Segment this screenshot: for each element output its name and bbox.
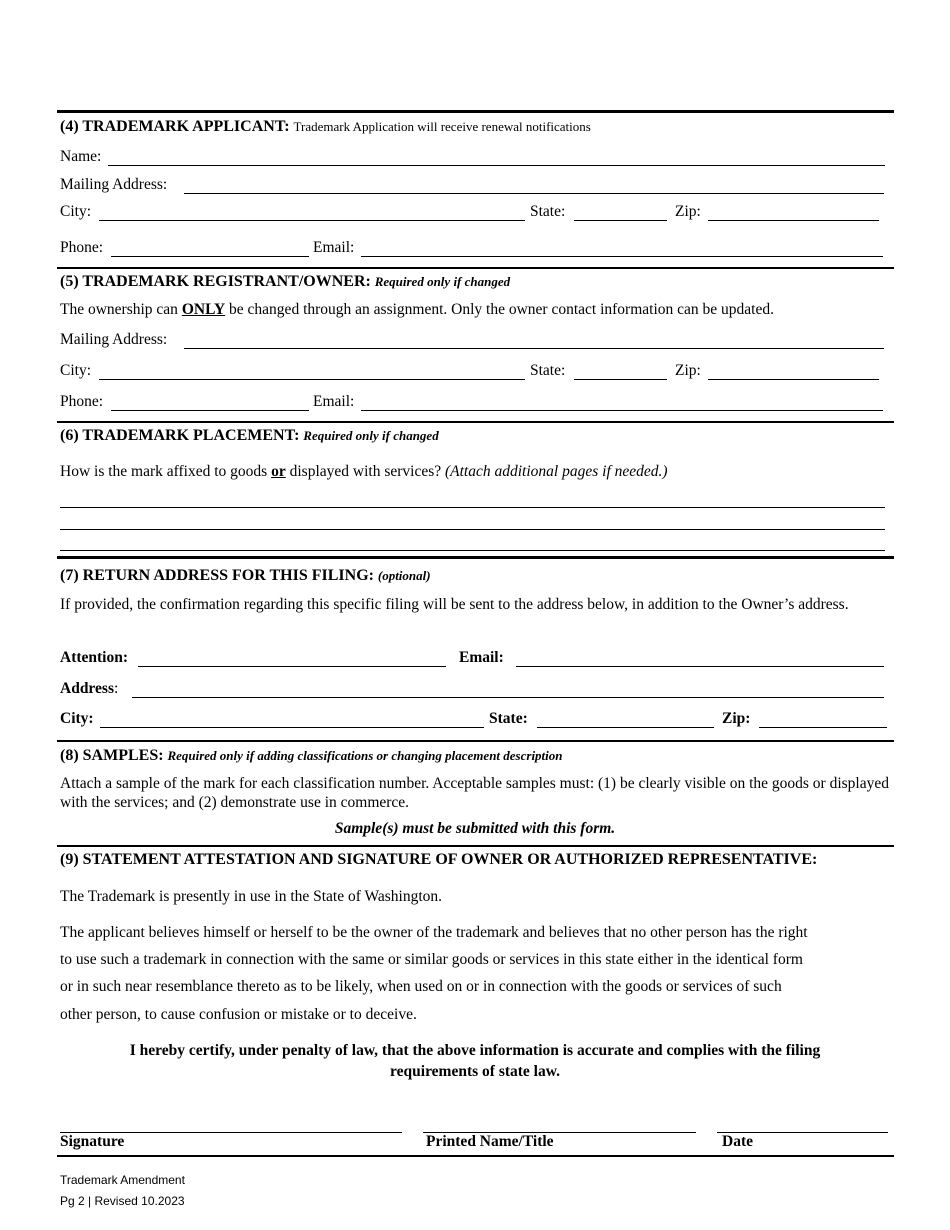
- section8-note: Required only if adding classifications or changing placement description: [167, 748, 563, 763]
- placement-answer-line-2[interactable]: [60, 529, 885, 530]
- owner-zip-label: Zip:: [675, 362, 701, 379]
- owner-zip-input[interactable]: [708, 362, 879, 380]
- owner-mailing-label: Mailing Address:: [60, 331, 168, 348]
- applicant-zip-label: Zip:: [675, 203, 701, 220]
- return-zip-label: Zip:: [722, 710, 751, 727]
- section6-header: [60, 427, 439, 445]
- applicant-state-label: State:: [530, 203, 566, 220]
- section5-ownership-text: [60, 301, 774, 319]
- certification-line-2: requirements of state law.: [390, 1063, 560, 1080]
- return-address-input[interactable]: [132, 680, 884, 698]
- placement-question: [60, 463, 668, 481]
- owner-email-input[interactable]: [361, 393, 883, 411]
- printed-name-label: Printed Name/Title: [426, 1133, 554, 1150]
- section-divider: [57, 740, 894, 742]
- section-divider: [57, 845, 894, 847]
- placement-question-end: displayed with services?: [289, 463, 442, 480]
- section4-header: [60, 118, 591, 136]
- section5-note: Required only if changed: [374, 274, 511, 289]
- section7-header: [60, 567, 431, 585]
- return-state-input[interactable]: [537, 710, 714, 728]
- date-input[interactable]: [717, 1115, 888, 1133]
- owner-city-label: City:: [60, 362, 92, 379]
- return-address-label-colon: :: [113, 680, 119, 697]
- return-address-label-text: Address: [60, 680, 114, 697]
- section7-description: If provided, the confirmation regarding this specific filing will be sent to the address below, in addition to the Owner’s address.: [60, 596, 849, 613]
- applicant-name-label: Name:: [60, 148, 102, 165]
- return-city-input[interactable]: [100, 710, 484, 728]
- applicant-email-label: Email:: [313, 239, 355, 256]
- section8-title: (8) SAMPLES:: [60, 747, 164, 764]
- owner-state-label: State:: [530, 362, 566, 379]
- return-zip-input[interactable]: [759, 710, 887, 728]
- printed-name-input[interactable]: [423, 1115, 696, 1133]
- section-divider: [57, 267, 894, 269]
- statement-ownership-line-4: other person, to cause confusion or mistake or to deceive.: [60, 1006, 417, 1023]
- section6-note: Required only if changed: [303, 428, 439, 443]
- footer-page-info: Pg 2 | Revised 10.2023: [60, 1194, 185, 1208]
- applicant-mailing-label: Mailing Address:: [60, 176, 168, 193]
- section4-title: (4) TRADEMARK APPLICANT:: [60, 118, 290, 135]
- date-label: Date: [722, 1133, 753, 1150]
- footer-divider: [57, 1155, 894, 1157]
- section4-note: Trademark Application will receive renewal notifications: [293, 119, 591, 134]
- owner-phone-label: Phone:: [60, 393, 104, 410]
- return-state-label: State:: [489, 710, 528, 727]
- applicant-email-input[interactable]: [361, 239, 883, 257]
- ownership-text-end: be changed through an assignment. Only the owner contact information can be updated.: [229, 301, 774, 318]
- footer-form-name: Trademark Amendment: [60, 1173, 185, 1187]
- owner-city-input[interactable]: [99, 362, 525, 380]
- section7-note: (optional): [377, 568, 431, 583]
- signature-label: Signature: [60, 1133, 125, 1150]
- section6-title: (6) TRADEMARK PLACEMENT:: [60, 427, 300, 444]
- certification-line-1: I hereby certify, under penalty of law, that the above information is accurate and complies with the filing: [129, 1042, 821, 1059]
- applicant-phone-input[interactable]: [111, 239, 309, 257]
- owner-phone-input[interactable]: [111, 393, 309, 411]
- applicant-city-label: City:: [60, 203, 92, 220]
- applicant-zip-input[interactable]: [708, 203, 879, 221]
- owner-email-label: Email:: [313, 393, 355, 410]
- section9-title: (9) STATEMENT ATTESTATION AND SIGNATURE OF OWNER OR AUTHORIZED REPRESENTATIVE:: [60, 851, 818, 868]
- owner-mailing-input[interactable]: [184, 331, 884, 349]
- section5-title: (5) TRADEMARK REGISTRANT/OWNER:: [60, 273, 371, 290]
- signature-input[interactable]: [60, 1115, 402, 1133]
- statement-ownership-line-2: to use such a trademark in connection with the same or similar goods or services in this state either in the identical form: [60, 951, 803, 968]
- section8-header: [60, 747, 563, 765]
- section8-description: Attach a sample of the mark for each classification number. Acceptable samples must: (1) be clearly visible on the goods or displayed with the services; and (2) demonstrate use in commerce.: [60, 775, 889, 811]
- statement-in-use: The Trademark is presently in use in the State of Washington.: [60, 888, 443, 905]
- placement-question-note: (Attach additional pages if needed.): [445, 463, 668, 480]
- applicant-name-input[interactable]: [108, 148, 885, 166]
- section-divider: [57, 421, 894, 423]
- return-city-label: City:: [60, 710, 94, 727]
- return-attention-input[interactable]: [138, 649, 446, 667]
- owner-state-input[interactable]: [574, 362, 667, 380]
- applicant-phone-label: Phone:: [60, 239, 104, 256]
- placement-answer-line-1[interactable]: [60, 507, 885, 508]
- applicant-city-input[interactable]: [99, 203, 525, 221]
- section7-title: (7) RETURN ADDRESS FOR THIS FILING:: [60, 567, 374, 584]
- return-address-label: [60, 680, 118, 698]
- statement-ownership-line-3: or in such near resemblance thereto as to be likely, when used on or in connection with the goods or services of such: [60, 978, 782, 995]
- return-attention-label: Attention:: [60, 649, 129, 666]
- samples-required-note: Sample(s) must be submitted with this form.: [334, 820, 616, 837]
- placement-question-emphasis: or: [271, 463, 286, 480]
- section-divider: [57, 556, 894, 559]
- statement-ownership-line-1: The applicant believes himself or herself to be the owner of the trademark and believes that no other person has the right: [60, 924, 808, 941]
- return-email-label: Email:: [459, 649, 504, 666]
- applicant-state-input[interactable]: [574, 203, 667, 221]
- ownership-text-emphasis: ONLY: [181, 301, 226, 318]
- placement-answer-line-3[interactable]: [60, 550, 885, 551]
- ownership-text-start: The ownership can: [60, 301, 178, 318]
- placement-question-start: How is the mark affixed to goods: [60, 463, 268, 480]
- return-email-input[interactable]: [516, 649, 884, 667]
- section5-header: [60, 273, 510, 291]
- section-divider: [57, 110, 894, 113]
- applicant-mailing-input[interactable]: [184, 176, 884, 194]
